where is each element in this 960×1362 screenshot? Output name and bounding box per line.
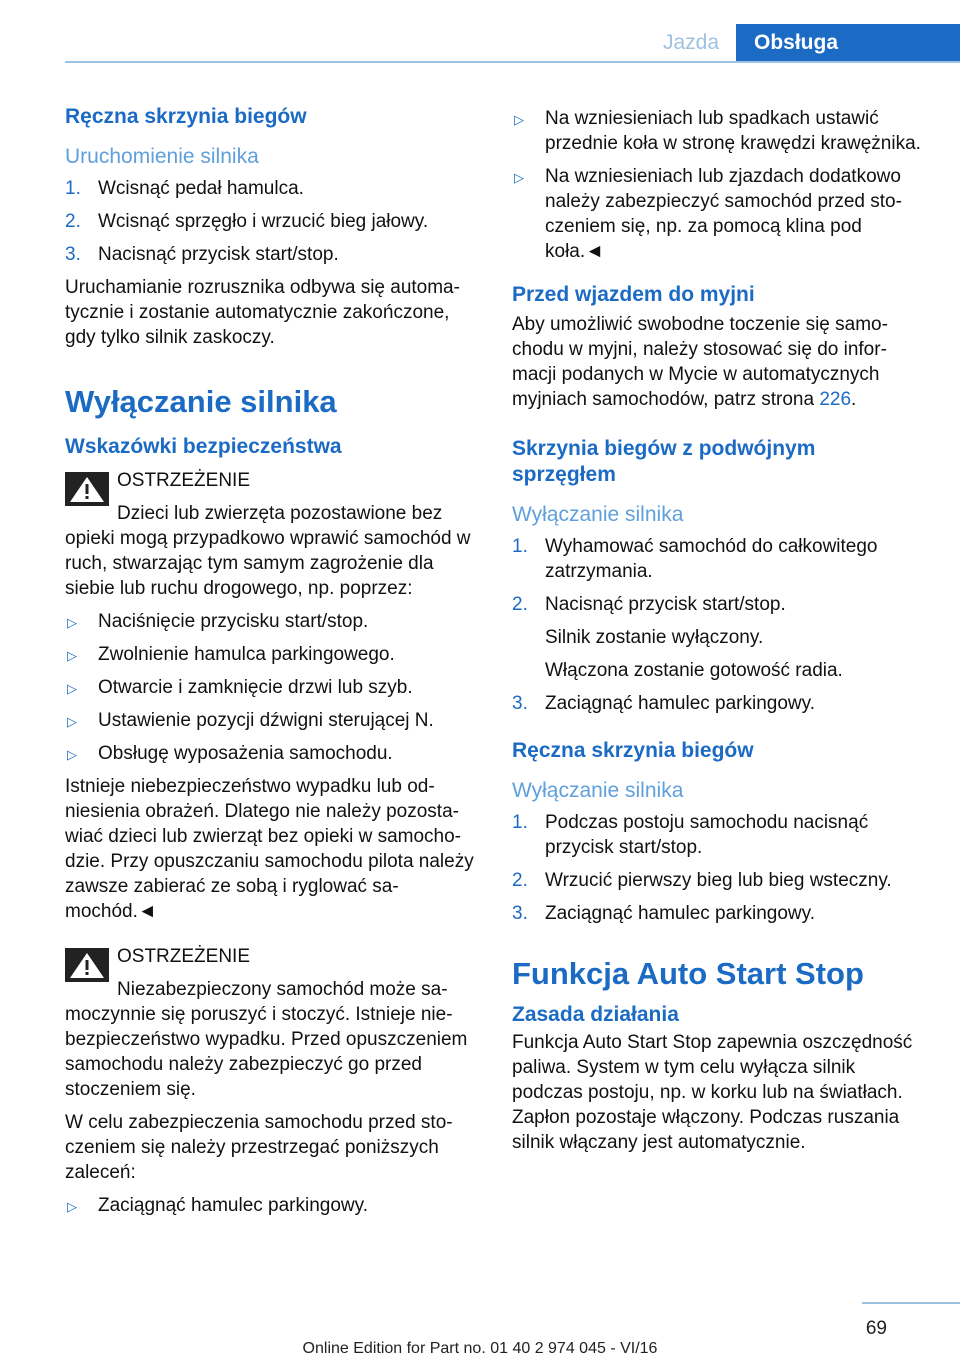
heading-dual-engine-off: Wyłączanie silnika <box>512 503 684 526</box>
edition-note: Online Edition for Part no. 01 40 2 974 045 - VI/16 <box>302 1340 658 1357</box>
step-text: Zaciągnąć hamulec parkingowy. <box>545 903 816 924</box>
car-wash-body: Aby umożliwić swobodne toczenie się samochodu w myjni, należy stosować się do informacji podanych w Mycie w automatycznych myjniach samochodów, patrz strona <box>512 314 888 410</box>
left-column <box>65 96 477 1226</box>
list-item <box>512 868 922 893</box>
triangle-bullet-icon: ▷ <box>67 714 77 729</box>
heading-car-wash: Przed wjazdem do myjni <box>512 283 755 306</box>
step-number: 1. <box>512 812 528 833</box>
triangle-bullet-icon: ▷ <box>514 112 524 127</box>
list-item-text: Obsługę wyposażenia samochodu. <box>98 743 393 764</box>
step-number: 1. <box>65 178 81 199</box>
list-item <box>512 534 922 584</box>
step-text: Nacisnąć przycisk start/stop. <box>545 594 786 615</box>
warning-triangle-icon <box>65 472 109 506</box>
warning-block-rolling <box>65 944 477 1218</box>
list-item-text: Naciśnięcie przycisku start/stop. <box>98 611 369 632</box>
triangle-bullet-icon: ▷ <box>514 170 524 185</box>
heading-engine-off: Wyłączanie silnika <box>65 384 337 419</box>
list-item-text: Zwolnienie hamulca parkingowego. <box>98 644 395 665</box>
start-steps <box>65 176 477 267</box>
principle-text: Funkcja Auto Start Stop zapewnia oszczędność paliwa. System w tym celu wyłącza silnik podczas postoju, np. w korku lub na światłach. Zapłon pozostaje włączony. Podczas ruszania silnik włączany jest automatycznie. <box>512 1032 913 1153</box>
list-item-text: Na wzniesieniach lub spadkach ustawić przednie koła w stronę krawędzi krawężnika. <box>545 108 921 154</box>
header-rule <box>65 61 960 63</box>
step-number: 1. <box>512 536 528 557</box>
warning-first-line: Dzieci lub zwierzęta pozostawione bez <box>117 503 443 524</box>
step-subline: Włączona zostanie gotowość radia. <box>545 660 843 681</box>
start-note: Uruchamianie rozrusznika odbywa się automatycznie i zostanie automatycznie zakończone, gdy tylko silnik zaskoczy. <box>65 277 460 348</box>
triangle-bullet-icon: ▷ <box>67 648 77 663</box>
manual-steps <box>512 810 922 926</box>
step-text: Podczas postoju samochodu nacisnąć przycisk start/stop. <box>545 812 869 858</box>
list-item <box>512 164 922 264</box>
warning-triangle-icon <box>65 948 109 982</box>
footer-rule <box>862 1302 960 1304</box>
warning-list <box>65 1193 477 1218</box>
page-number: 69 <box>865 1318 887 1339</box>
list-item-text: Na wzniesieniach lub zjazdach dodatkowo należy zabezpieczyć samochód przed stoczeniem się, np. za pomocą klina pod koła.◄ <box>545 166 902 262</box>
list-item <box>512 901 922 926</box>
step-number: 3. <box>512 693 528 714</box>
list-item <box>65 209 477 234</box>
warning-list <box>65 609 477 766</box>
step-text: Zaciągnąć hamulec parkingowy. <box>545 693 816 714</box>
triangle-bullet-icon: ▷ <box>67 747 77 762</box>
heading-principle: Zasada działania <box>512 1003 679 1026</box>
step-number: 2. <box>512 594 528 615</box>
warning-label: OSTRZEŻENIE <box>117 946 251 967</box>
warning-end-text: Istnieje niebezpieczeństwo wypadku lub odniesienia obrażeń. Dlatego nie należy pozostawiać dzieci lub zwierząt bez opieki w samochodzie. Przy opuszczaniu samochodu pilota należy zawsze zabierać ze sobą i ryglować samochód.◄ <box>65 776 474 922</box>
car-wash-text <box>512 312 922 412</box>
heading-safety: Wskazówki bezpieczeństwa <box>65 435 342 458</box>
step-subline: Silnik zostanie wyłączony. <box>545 627 764 648</box>
list-item <box>512 106 922 156</box>
triangle-bullet-icon: ▷ <box>67 681 77 696</box>
header-tabs <box>646 24 960 62</box>
tab-obsluga[interactable]: Obsługa <box>736 24 960 62</box>
triangle-bullet-icon: ▷ <box>67 1199 77 1214</box>
list-item <box>65 675 477 700</box>
list-item <box>65 176 477 201</box>
warning-text: opieki mogą przypadkowo wprawić samochód w ruch, stwarzając tym samym zagrożenie dla siebie lub ruchu drogowego, np. poprzez: <box>65 528 471 599</box>
step-number: 2. <box>65 211 81 232</box>
dual-steps <box>512 534 922 716</box>
triangle-bullet-icon: ▷ <box>67 615 77 630</box>
heading-dual-clutch: Skrzynia biegów z podwójnym sprzęgłem <box>512 437 816 486</box>
list-item <box>65 741 477 766</box>
tab-jazda[interactable]: Jazda <box>662 31 720 54</box>
car-wash-end: . <box>851 389 857 410</box>
page-link[interactable]: 226 <box>819 389 852 410</box>
continued-list <box>512 106 922 264</box>
warning-paragraph: W celu zabezpieczenia samochodu przed stoczeniem się należy przestrzegać poniższych zaleceń: <box>65 1112 453 1183</box>
list-item <box>65 708 477 733</box>
heading-auto-start-stop: Funkcja Auto Start Stop <box>512 956 864 991</box>
list-item <box>65 1193 477 1218</box>
step-text: Wrzucić pierwszy bieg lub bieg wsteczny. <box>545 870 892 891</box>
heading-manual-gearbox-2: Ręczna skrzynia biegów <box>512 739 754 762</box>
heading-manual-engine-off: Wyłączanie silnika <box>512 779 684 802</box>
warning-first-line: Niezabezpieczony samochód może sa- <box>117 979 448 1000</box>
heading-manual-gearbox: Ręczna skrzynia biegów <box>65 105 307 128</box>
list-item <box>512 691 922 716</box>
step-number: 2. <box>512 870 528 891</box>
list-item <box>65 609 477 634</box>
list-item-text: Ustawienie pozycji dźwigni sterującej N. <box>98 710 434 731</box>
step-text: Wcisnąć sprzęgło i wrzucić bieg jałowy. <box>98 211 429 232</box>
warning-label: OSTRZEŻENIE <box>117 470 251 491</box>
warning-block-children <box>65 468 477 924</box>
step-number: 3. <box>512 903 528 924</box>
list-item <box>65 242 477 267</box>
list-item <box>512 592 922 683</box>
list-item <box>512 810 922 860</box>
list-item <box>65 642 477 667</box>
step-text: Wyhamować samochód do całkowitego zatrzymania. <box>545 536 878 582</box>
warning-text: moczynnie się poruszyć i stoczyć. Istnieje niebezpieczeństwo wypadku. Przed opuszczeniem samochodu należy zabezpieczyć go przed stoczeniem się. <box>65 1004 468 1100</box>
heading-engine-start: Uruchomienie silnika <box>65 145 259 168</box>
list-item-text: Zaciągnąć hamulec parkingowy. <box>98 1195 369 1216</box>
step-number: 3. <box>65 244 81 265</box>
step-text: Wcisnąć pedał hamulca. <box>98 178 304 199</box>
right-column <box>512 106 922 1163</box>
list-item-text: Otwarcie i zamknięcie drzwi lub szyb. <box>98 677 413 698</box>
step-text: Nacisnąć przycisk start/stop. <box>98 244 339 265</box>
